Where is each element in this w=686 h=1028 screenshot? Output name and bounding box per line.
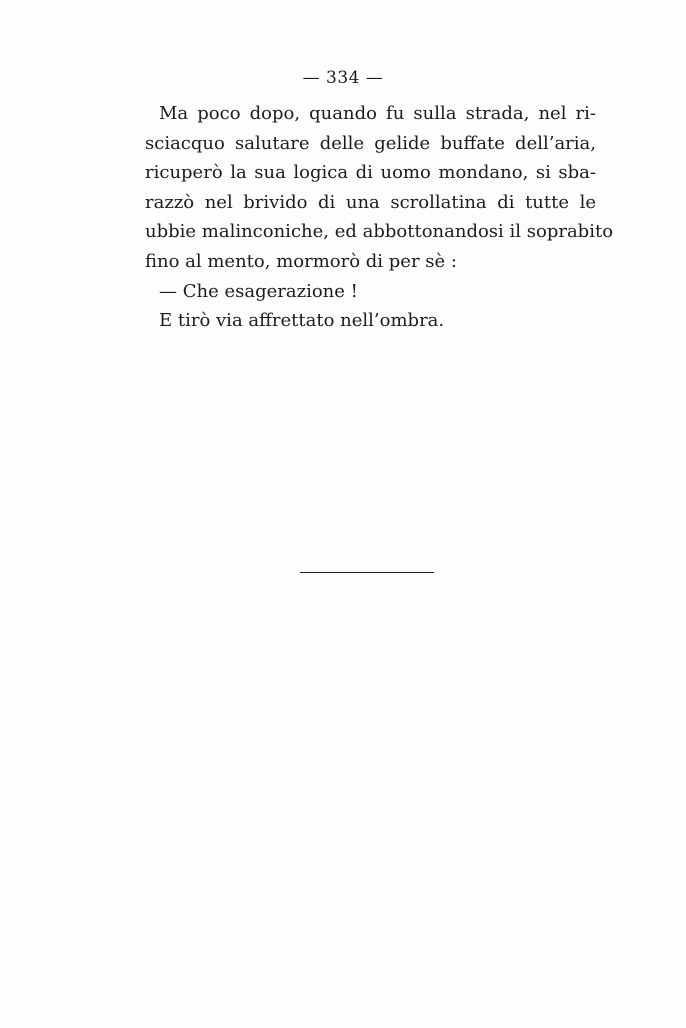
text-line: E tirò via affrettato nell’ombra.	[159, 310, 445, 332]
text-line: ricuperò la sua logica di uomo mondano, si sba-	[145, 162, 596, 184]
dialogue-line: — Che esagerazione !	[159, 280, 358, 302]
text-line: fino al mento, mormorò di per sè :	[145, 250, 457, 272]
text-line: ubbie malinconiche, ed abbottonandosi il soprabito	[145, 221, 614, 243]
body-text	[145, 99, 614, 336]
text-line: razzò nel brivido di una scrollatina di tutte le	[145, 191, 596, 213]
end-of-chapter-rule	[300, 572, 434, 573]
text-line: sciacquo salutare delle gelide buffate dell’aria,	[145, 132, 596, 154]
page-number: — 334 —	[302, 68, 384, 88]
text-line: Ma poco dopo, quando fu sulla strada, nel ri-	[159, 103, 596, 124]
